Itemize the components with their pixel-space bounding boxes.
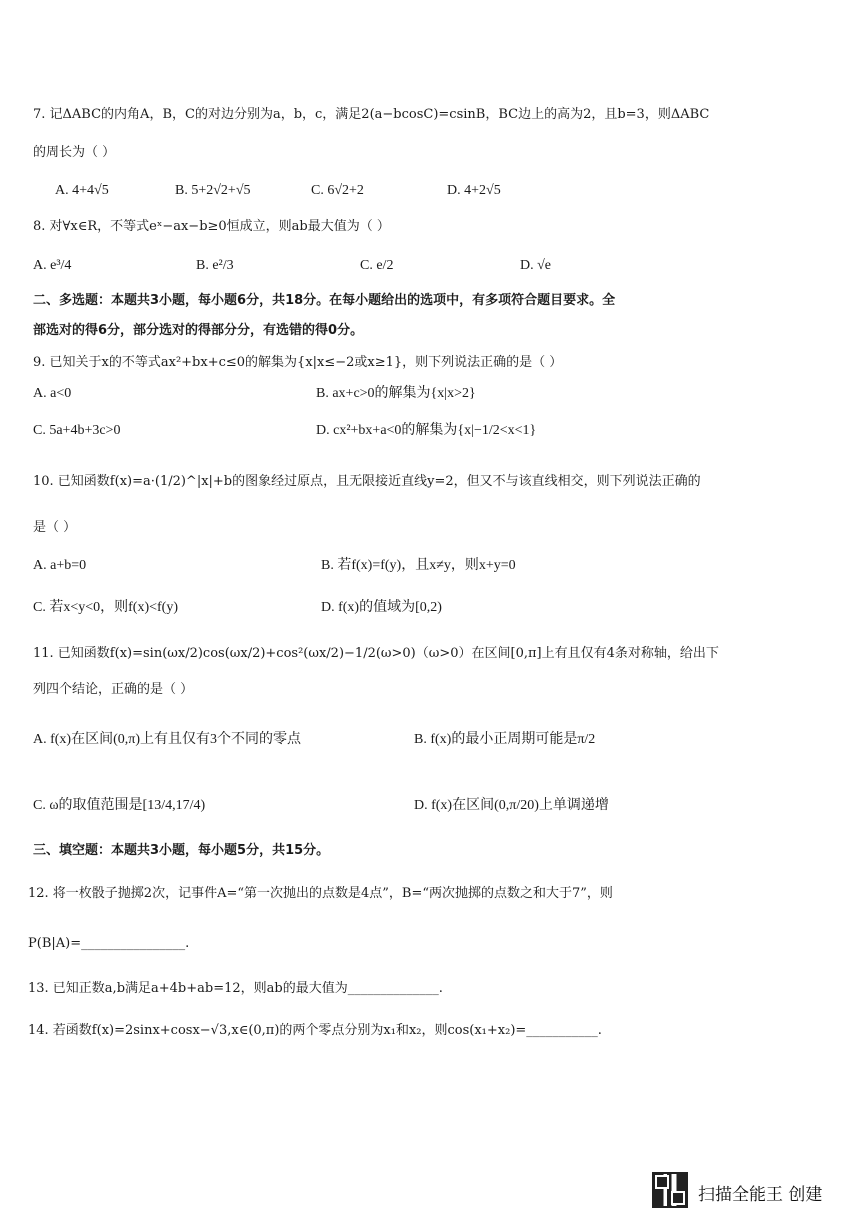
q10-option-a: A. a+b=0: [33, 558, 87, 573]
qr-code-icon: [652, 1172, 688, 1208]
section2-heading-line2: 部选对的得6分，部分选对的得部分分，有选错的得0分。: [33, 323, 364, 338]
q10-option-d: D. f(x)的值域为[0,2): [321, 600, 442, 615]
q10-stem-line2: 是（ ）: [33, 520, 77, 535]
q7-option-b: B. 5+2√2+√5: [175, 183, 251, 198]
q12-stem-line1: 12. 将一枚骰子抛掷2次，记事件A=“第一次抛出的点数是4点”，B=“两次抛掷的点数之和大于7”，则: [28, 886, 613, 901]
q11-option-b: B. f(x)的最小正周期可能是π/2: [414, 732, 596, 747]
q7-stem-line1: 7. 记ΔABC的内角A，B，C的对边分别为a，b，c，满足2(a−bcosC)=csinB，BC边上的高为2，且b=3，则ΔABC: [33, 107, 710, 122]
q11-option-a: A. f(x)在区间(0,π)上有且仅有3个不同的零点: [33, 732, 301, 747]
q9-option-a: A. a<0: [33, 386, 72, 401]
q11-option-c: C. ω的取值范围是[13/4,17/4): [33, 798, 206, 813]
section3-heading: 三、填空题：本题共3小题，每小题5分，共15分。: [33, 843, 330, 858]
q7-option-c: C. 6√2+2: [311, 183, 364, 198]
q11-option-d: D. f(x)在区间(0,π/20)上单调递增: [414, 798, 609, 813]
q9-option-c: C. 5a+4b+3c>0: [33, 423, 121, 438]
scanner-watermark: 扫描全能王 创建: [698, 1185, 823, 1205]
q7-option-d: D. 4+2√5: [447, 183, 501, 198]
q10-stem-line1: 10. 已知函数f(x)=a·(1/2)^|x|+b的图象经过原点，且无限接近直线y=2，但又不与该直线相交，则下列说法正确的: [33, 474, 701, 489]
q9-option-d: D. cx²+bx+a<0的解集为{x|−1/2<x<1}: [316, 423, 537, 438]
q10-option-b: B. 若f(x)=f(y)，且x≠y，则x+y=0: [321, 558, 516, 573]
q8-option-d: D. √e: [520, 258, 552, 273]
q9-stem: 9. 已知关于x的不等式ax²+bx+c≤0的解集为{x|x≤−2或x≥1}，则下列说法正确的是（ ）: [33, 355, 563, 370]
q7-stem-line2: 的周长为（ ）: [33, 145, 116, 160]
q11-stem-line2: 列四个结论，正确的是（ ）: [33, 682, 194, 697]
q11-stem-line1: 11. 已知函数f(x)=sin(ωx/2)cos(ωx/2)+cos²(ωx/2)−1/2(ω>0)（ω>0）在区间[0,π]上有且仅有4条对称轴，给出下: [33, 646, 719, 661]
q7-option-a: A. 4+4√5: [55, 183, 109, 198]
section2-heading-line1: 二、多选题：本题共3小题，每小题6分，共18分。在每小题给出的选项中，有多项符合题目要求。全: [33, 293, 616, 308]
q13-stem: 13. 已知正数a,b满足a+4b+ab=12，则ab的最大值为______________.: [28, 981, 443, 996]
q12-answer-line: P(B|A)=________________.: [28, 936, 190, 951]
q14-stem: 14. 若函数f(x)=2sinx+cosx−√3,x∈(0,π)的两个零点分别为x₁和x₂，则cos(x₁+x₂)=___________.: [28, 1023, 602, 1038]
q10-option-c: C. 若x<y<0，则f(x)<f(y): [33, 600, 178, 615]
q8-option-a: A. e³/4: [33, 258, 72, 273]
q9-option-b: B. ax+c>0的解集为{x|x>2}: [316, 386, 476, 401]
q8-option-b: B. e²/3: [196, 258, 234, 273]
q8-stem: 8. 对∀x∈R，不等式eˣ−ax−b≥0恒成立，则ab最大值为（ ）: [33, 219, 390, 234]
q8-option-c: C. e/2: [360, 258, 394, 273]
